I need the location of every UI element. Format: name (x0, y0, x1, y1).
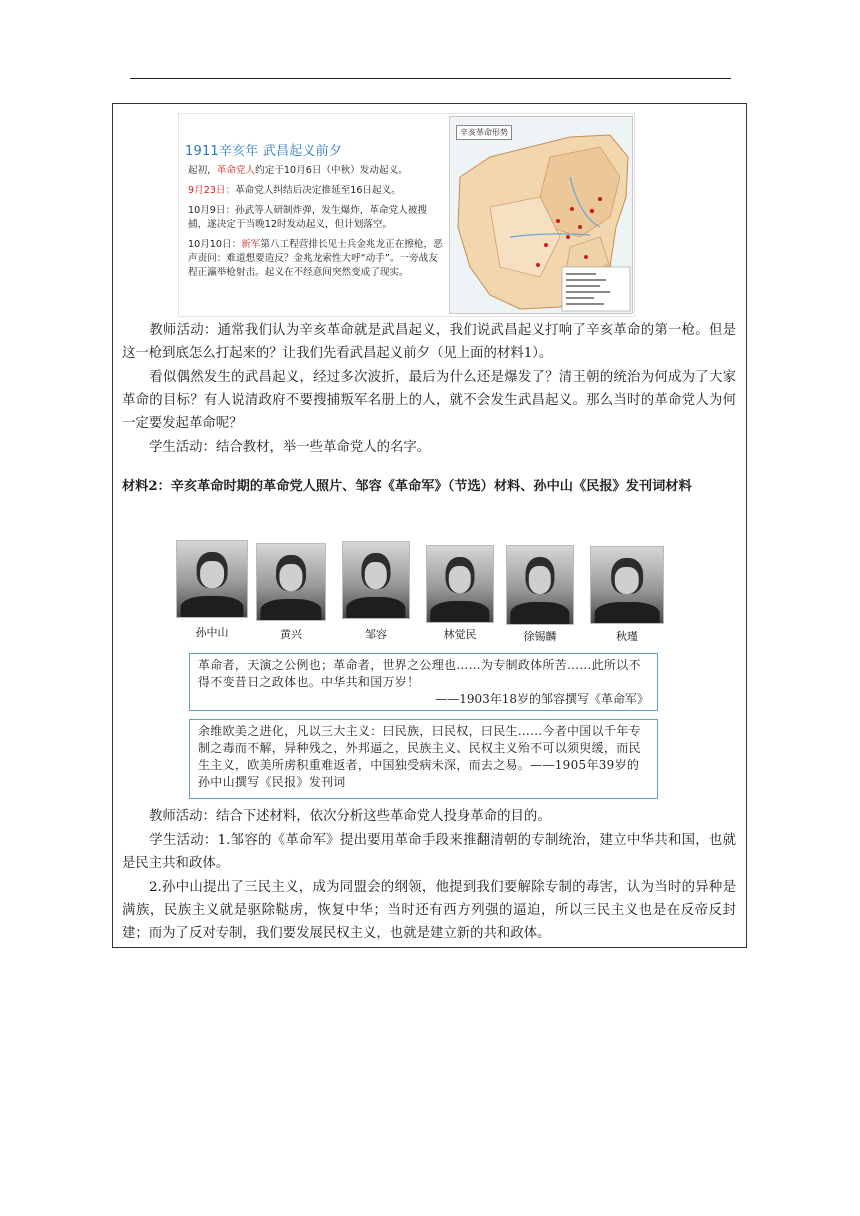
portrait-xu-xilin (506, 545, 574, 625)
portrait-photo (176, 540, 248, 618)
paragraph-teacher-2: 教师活动：结合下述材料，依次分析这些革命党人投身革命的目的。 (149, 809, 551, 824)
quote-source: ——1903年18岁的邹容撰写《革命军》 (435, 692, 649, 706)
material1-image (178, 113, 635, 317)
paragraph-student-1: 学生活动：结合教材，举一些革命党人的名字。 (149, 440, 431, 455)
quote-source: ——1905年39岁的孙中山撰写《民报》发刊词 (198, 758, 640, 789)
paragraph-student-2: 学生活动：1.邹容的《革命军》提出要用革命手段来推翻清朝的专制统治，建立中华共和国，也就是民主共和政体。 (122, 833, 736, 871)
material2-heading: 材料2：辛亥革命时期的革命党人照片、邹容《革命军》（节选）材料、孙中山《民报》发刊词材料 (122, 479, 692, 494)
quote-text: 革命者，天演之公例也；革命者，世界之公理也……为专制政体所苦……此所以不得不变昔日之政体也。中华共和国万岁！ (198, 658, 641, 689)
portrait-caption: 孙中山 (195, 626, 229, 639)
paragraph-student-3: 2.孙中山提出了三民主义，成为同盟会的纲领，他提到我们要解除专制的毒害，认为当时的异种是满族，民族主义就是驱除鞑虏，恢复中华；当时还有西方列强的逼迫，所以三民主义也是在反帝反封建；而为了反对专制，我们要发展民权主义，也就是建立新的共和政体。 (122, 880, 736, 941)
portrait-sun-zhongshan (176, 540, 248, 618)
material1-line-4: 10月10日：新军第八工程营排长见士兵金兆龙正在擦枪，恶声责问：难道想要造反？金兆龙索性大呼“动手”。一旁战友程正瀛举枪射击。起义在不经意间突然变成了现实。 (188, 239, 443, 278)
portrait-photo (256, 543, 326, 621)
portrait-photo (590, 546, 664, 624)
portrait-caption: 徐锡麟 (523, 630, 557, 643)
portrait-caption: 黄兴 (280, 628, 302, 641)
portrait-photo (342, 541, 410, 619)
portrait-caption: 秋瑾 (616, 630, 638, 643)
quote-text: 余维欧美之进化，凡以三大主义：曰民族，曰民权，曰民生……今者中国以千年专制之毒而不解，异种残之，外邦逼之，民族主义、民权主义殆不可以须臾缓，而民生主义，欧美所虏积重难返者，中国独受病未深，而去之易。——1905年39岁的孙中山撰写《民报》发刊词 (198, 724, 641, 789)
material1-title: 1911辛亥年 武昌起义前夕 (185, 144, 343, 159)
portrait-caption: 林觉民 (443, 628, 477, 641)
portrait-qiu-jin (590, 546, 664, 624)
paragraph-teacher-1: 教师活动：通常我们认为辛亥革命就是武昌起义，我们说武昌起义打响了辛亥革命的第一枪。但是这一枪到底怎么打起来的？让我们先看武昌起义前夕（见上面的材料1）。 (122, 323, 736, 361)
portrait-gallery (176, 540, 666, 650)
portrait-zou-rong (342, 541, 410, 619)
portrait-photo (426, 545, 494, 623)
material1-text-panel (179, 114, 447, 316)
material1-line-3: 10月9日：孙武等人研制炸弹，发生爆炸，革命党人被搜捕，遂决定于当晚12时发动起义，但计划落空。 (188, 205, 427, 230)
portrait-lin-juemin (426, 545, 494, 623)
header-rule (130, 78, 731, 79)
paragraph-question: 看似偶然发生的武昌起义，经过多次波折，最后为什么还是爆发了？清王朝的统治为何成为了大家革命的目标？有人说清政府不要搜捕叛军名册上的人，就不会发生武昌起义。那么当时的革命党人为何一定要发起革命呢？ (122, 370, 736, 431)
quote-sun-zhongshan (189, 719, 658, 799)
portrait-huang-xing (256, 543, 326, 621)
quote-zou-rong (189, 653, 658, 711)
portrait-caption: 邹容 (365, 628, 387, 641)
map-title: 辛亥革命形势 (456, 125, 512, 140)
material1-line-1: 起初，革命党人约定于10月6日（中秋）发动起义。 (188, 165, 408, 176)
portrait-photo (506, 545, 574, 625)
revolution-map (449, 116, 633, 314)
material1-line-2: 9月23日：革命党人纠结后决定推延至16日起义。 (188, 185, 401, 196)
